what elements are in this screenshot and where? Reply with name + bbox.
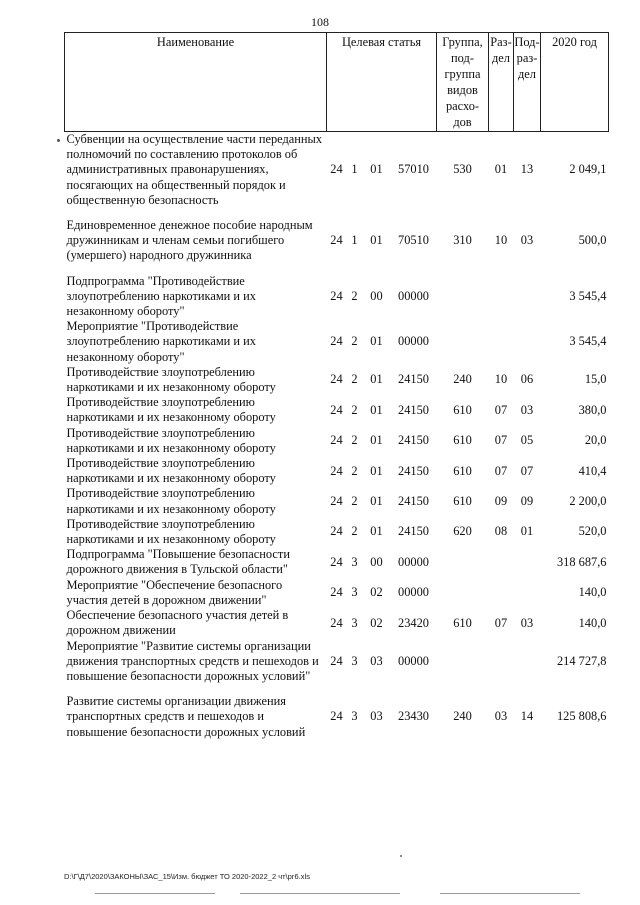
target-activity-code: 01 — [370, 524, 383, 539]
target-activity-code: 03 — [370, 653, 383, 668]
target-activity-code: 01 — [370, 162, 383, 177]
section-code: 07 — [494, 463, 508, 478]
target-activity-code: 03 — [370, 709, 383, 724]
row-name: Противодействие злоупотреблению наркотиками и их незаконному обороту — [66, 425, 276, 455]
table-row — [65, 694, 609, 740]
section-code: 09 — [494, 494, 508, 509]
target-subprogram-code: 3 — [351, 709, 358, 724]
amount-2020: 318 687,6 — [556, 554, 607, 569]
scan-artifact — [400, 855, 402, 857]
target-subprogram-code: 3 — [351, 653, 358, 668]
row-name: Подпрограмма "Повышение безопасности дорожного движения в Тульской области" — [66, 547, 290, 577]
subsection-code: 05 — [520, 433, 534, 448]
subsection-code: 14 — [520, 709, 534, 724]
subsection-code: 07 — [520, 463, 534, 478]
target-activity-code: 01 — [370, 494, 383, 509]
target-activity-code: 02 — [370, 615, 383, 630]
subsection-code: 13 — [520, 162, 534, 177]
target-direction-code: 00000 — [398, 288, 429, 303]
target-subprogram-code: 2 — [351, 288, 358, 303]
amount-2020: 380,0 — [578, 402, 607, 417]
target-subprogram-code: 3 — [351, 615, 358, 630]
header-target-article: Целевая статья — [327, 33, 437, 132]
table-row — [65, 274, 609, 320]
subsection-code: 01 — [520, 524, 534, 539]
subsection-code — [514, 547, 541, 577]
budget-table — [64, 32, 609, 740]
expense-group-code: 610 — [453, 433, 472, 448]
expense-group-code: 310 — [453, 233, 472, 248]
row-spacer — [65, 684, 609, 694]
target-direction-code: 70510 — [398, 233, 429, 248]
section-code: 08 — [494, 524, 508, 539]
row-name: Субвенции на осуществление части переданных полномочий по составлению протоколов об административных правонарушениях, посягающих на общественный порядок и общественную безопасность — [66, 132, 323, 207]
target-activity-code: 01 — [370, 372, 383, 387]
header-year-2020: 2020 год — [541, 33, 609, 132]
section-code: 10 — [494, 372, 508, 387]
target-program-code: 24 — [330, 463, 343, 478]
target-subprogram-code: 2 — [351, 463, 358, 478]
target-direction-code: 24150 — [398, 402, 429, 417]
target-direction-code: 00000 — [398, 585, 429, 600]
expense-group-code: 610 — [453, 494, 472, 509]
section-code: 10 — [494, 233, 508, 248]
header-subsection: Под-раз-дел — [514, 33, 541, 132]
subsection-code: 03 — [520, 615, 534, 630]
table-row — [65, 456, 609, 486]
row-name: Противодействие злоупотреблению наркотиками и их незаконному обороту — [66, 364, 276, 395]
row-name: Противодействие злоупотреблению наркотиками и их незаконному обороту — [66, 395, 276, 425]
row-name: Мероприятие "Противодействие злоупотреблению наркотиками и их незаконному обороту" — [66, 319, 256, 364]
table-row — [65, 517, 609, 547]
subsection-code: 06 — [520, 372, 534, 387]
page-number: 108 — [311, 15, 329, 29]
target-activity-code: 01 — [370, 233, 383, 248]
expense-group-code: 620 — [453, 524, 472, 539]
section-code — [489, 319, 514, 365]
section-code — [489, 274, 514, 320]
target-program-code: 24 — [330, 372, 343, 387]
target-program-code: 24 — [330, 653, 343, 668]
table-row — [65, 132, 609, 209]
target-activity-code: 00 — [370, 288, 383, 303]
amount-2020: 125 808,6 — [556, 709, 607, 724]
target-direction-code: 24150 — [398, 433, 429, 448]
section-code — [489, 578, 514, 608]
subsection-code: 03 — [520, 233, 534, 248]
target-subprogram-code: 3 — [351, 585, 358, 600]
target-subprogram-code: 2 — [351, 334, 358, 349]
scan-artifact — [57, 139, 60, 142]
table-row — [65, 547, 609, 577]
target-direction-code: 24150 — [398, 463, 429, 478]
amount-2020: 410,4 — [578, 463, 607, 478]
target-program-code: 24 — [330, 402, 343, 417]
amount-2020: 15,0 — [584, 372, 607, 387]
section-code: 07 — [494, 402, 508, 417]
target-direction-code: 00000 — [398, 334, 429, 349]
target-activity-code: 01 — [370, 433, 383, 448]
amount-2020: 20,0 — [584, 433, 607, 448]
target-direction-code: 24150 — [398, 524, 429, 539]
target-subprogram-code: 1 — [351, 233, 358, 248]
table-row — [65, 395, 609, 425]
table-row — [65, 319, 609, 365]
amount-2020: 140,0 — [578, 585, 607, 600]
target-program-code: 24 — [330, 524, 343, 539]
expense-group-code — [437, 578, 489, 608]
subsection-code: 09 — [520, 494, 534, 509]
table-row — [65, 486, 609, 516]
header-expense-group: Группа, под-группа видов расхо-дов — [437, 33, 489, 132]
target-subprogram-code: 2 — [351, 494, 358, 509]
target-activity-code: 00 — [370, 554, 383, 569]
expense-group-code — [437, 274, 489, 320]
target-program-code: 24 — [330, 288, 343, 303]
target-direction-code: 00000 — [398, 554, 429, 569]
file-path-footer: D:\Г\Д7\2020\ЗАКОНЫ\ЗАС_15\Изм. бюджет ТО 2020-2022_2 чт\рг6.xls — [64, 872, 310, 881]
target-activity-code: 02 — [370, 585, 383, 600]
amount-2020: 214 727,8 — [556, 653, 607, 668]
target-direction-code: 24150 — [398, 494, 429, 509]
target-subprogram-code: 2 — [351, 433, 358, 448]
target-program-code: 24 — [330, 233, 343, 248]
expense-group-code: 530 — [453, 162, 472, 177]
amount-2020: 500,0 — [578, 233, 607, 248]
row-name: Противодействие злоупотреблению наркотиками и их незаконному обороту — [66, 486, 276, 516]
target-program-code: 24 — [330, 433, 343, 448]
table-body — [65, 132, 609, 740]
amount-2020: 140,0 — [578, 615, 607, 630]
amount-2020: 3 545,4 — [569, 334, 607, 349]
expense-group-code: 610 — [453, 402, 472, 417]
amount-2020: 3 545,4 — [569, 288, 607, 303]
target-subprogram-code: 2 — [351, 372, 358, 387]
target-subprogram-code: 2 — [351, 524, 358, 539]
expense-group-code: 240 — [453, 709, 472, 724]
target-activity-code: 01 — [370, 463, 383, 478]
target-activity-code: 01 — [370, 334, 383, 349]
target-program-code: 24 — [330, 334, 343, 349]
target-subprogram-code: 3 — [351, 554, 358, 569]
expense-group-code — [437, 639, 489, 685]
subsection-code — [514, 639, 541, 685]
expense-group-code — [437, 547, 489, 577]
section-code: 01 — [494, 162, 508, 177]
row-name: Мероприятие "Развитие системы организации движения транспортных средств и пешеходов и повышение безопасности дорожных условий" — [66, 638, 319, 683]
row-name: Мероприятие "Обеспечение безопасного участия детей в дорожном движении" — [66, 577, 283, 607]
expense-group-code: 240 — [453, 372, 472, 387]
section-code — [489, 639, 514, 685]
subsection-code: 03 — [520, 402, 534, 417]
target-program-code: 24 — [330, 494, 343, 509]
table-row — [65, 426, 609, 456]
table-row — [65, 218, 609, 264]
table-row — [65, 608, 609, 638]
table-header-row — [65, 33, 609, 132]
subsection-code — [514, 274, 541, 320]
row-name: Противодействие злоупотреблению наркотиками и их незаконному обороту — [66, 516, 276, 547]
scan-artifact — [95, 893, 215, 894]
target-direction-code: 00000 — [398, 653, 429, 668]
target-program-code: 24 — [330, 162, 343, 177]
target-program-code: 24 — [330, 615, 343, 630]
section-code: 07 — [494, 615, 508, 630]
scan-artifact — [440, 893, 580, 894]
subsection-code — [514, 578, 541, 608]
section-code: 07 — [494, 433, 508, 448]
row-name: Обеспечение безопасного участия детей в дорожном движении — [66, 608, 289, 638]
target-program-code: 24 — [330, 709, 343, 724]
row-spacer — [65, 208, 609, 218]
section-code — [489, 547, 514, 577]
target-direction-code: 23420 — [398, 615, 429, 630]
expense-group-code: 610 — [453, 615, 472, 630]
target-subprogram-code: 2 — [351, 402, 358, 417]
expense-group-code: 610 — [453, 463, 472, 478]
row-spacer — [65, 264, 609, 274]
target-subprogram-code: 1 — [351, 162, 358, 177]
expense-group-code — [437, 319, 489, 365]
amount-2020: 2 049,1 — [569, 162, 607, 177]
row-name: Подпрограмма "Противодействие злоупотреблению наркотиками и их незаконному обороту" — [66, 273, 256, 319]
target-program-code: 24 — [330, 585, 343, 600]
row-name: Единовременное денежное пособие народным дружинникам и членам семьи погибшего (умершего) народного дружинника — [66, 218, 313, 263]
target-direction-code: 23430 — [398, 709, 429, 724]
table-row — [65, 365, 609, 395]
target-program-code: 24 — [330, 554, 343, 569]
row-name: Развитие системы организации движения транспортных средств и пешеходов и повышение безопасности дорожных условий — [66, 694, 306, 739]
row-name: Противодействие злоупотреблению наркотиками и их незаконному обороту — [66, 456, 276, 486]
section-code: 03 — [494, 709, 508, 724]
table-row — [65, 578, 609, 608]
target-direction-code: 24150 — [398, 372, 429, 387]
header-section: Раз-дел — [489, 33, 514, 132]
table-row — [65, 639, 609, 685]
target-direction-code: 57010 — [398, 162, 429, 177]
amount-2020: 2 200,0 — [569, 494, 607, 509]
subsection-code — [514, 319, 541, 365]
target-activity-code: 01 — [370, 402, 383, 417]
header-name: Наименование — [65, 33, 327, 132]
scan-artifact — [240, 893, 400, 894]
amount-2020: 520,0 — [578, 524, 607, 539]
